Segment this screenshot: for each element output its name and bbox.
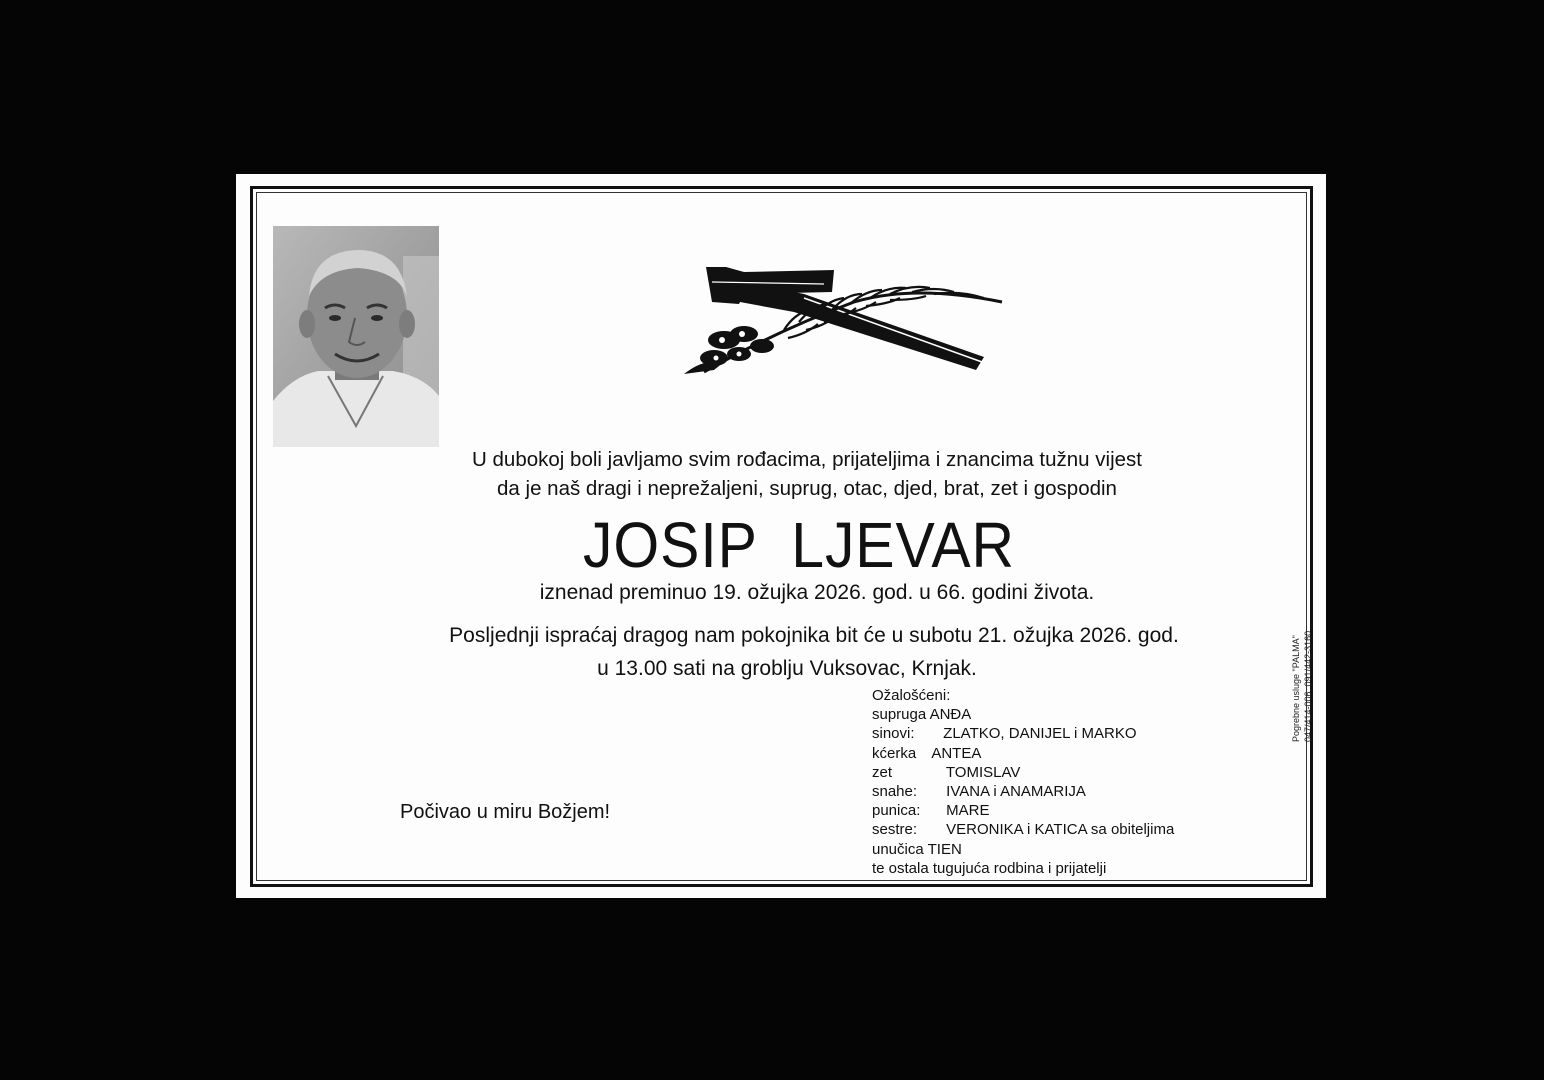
mourner-role: snahe: bbox=[872, 783, 918, 801]
mourner-row bbox=[872, 705, 1174, 724]
deceased-portrait-photo bbox=[273, 226, 439, 447]
mourner-role: supruga bbox=[872, 706, 927, 724]
mourner-role: sestre: bbox=[872, 821, 918, 839]
mourner-role: sinovi: bbox=[872, 725, 915, 743]
mourner-names: ZLATKO, DANIJEL i MARKO bbox=[943, 725, 1137, 743]
mourner-row bbox=[872, 744, 1174, 763]
rest-in-peace-text: Počivao u miru Božjem! bbox=[400, 801, 611, 823]
mourner-row bbox=[872, 820, 1174, 839]
mourner-names: IVANA i ANAMARIJA bbox=[946, 783, 1086, 801]
mourner-row bbox=[872, 840, 1174, 859]
mourner-names: ANĐA bbox=[929, 706, 972, 724]
mourners-closing: te ostala tugujuća rodbina i prijatelji bbox=[872, 859, 1107, 877]
mourner-role: kćerka bbox=[872, 744, 917, 762]
mourners-heading: Ožalošćeni: bbox=[872, 687, 951, 704]
mourner-role: zet bbox=[872, 763, 893, 781]
mourner-role: punica: bbox=[872, 802, 921, 820]
mourner-role: unučica bbox=[872, 840, 924, 858]
obituary-card bbox=[236, 174, 1326, 898]
funeral-service-phones: 047/414-006, 091/442-3160 bbox=[1303, 630, 1313, 742]
mourner-row bbox=[872, 724, 1174, 743]
funeral-info-line-2: u 13.00 sati na groblju Vuksovac, Krnjak. bbox=[597, 657, 977, 680]
mourner-names: TIEN bbox=[927, 840, 962, 858]
funeral-service-imprint bbox=[1290, 631, 1314, 742]
mourner-names: ANTEA bbox=[931, 744, 982, 762]
cross-with-palm-icon bbox=[684, 262, 1004, 382]
announcement-intro-line-2: da je naš dragi i neprežaljeni, suprug, otac, djed, brat, zet i gospodin bbox=[497, 477, 1117, 500]
funeral-service-name: Pogrebne usluge "PALMA" bbox=[1291, 635, 1301, 742]
death-date-line: iznenad preminuo 19. ožujka 2026. god. u 66. godini života. bbox=[539, 581, 1095, 604]
mourner-row bbox=[872, 763, 1174, 782]
mourner-names: VERONIKA i KATICA sa obiteljima bbox=[946, 821, 1175, 839]
deceased-name: JOSIP LJEVAR bbox=[583, 509, 1015, 581]
mourner-names: TOMISLAV bbox=[945, 763, 1021, 781]
mourner-row bbox=[872, 782, 1174, 801]
announcement-intro-line-1: U dubokoj boli javljamo svim rođacima, prijateljima i znancima tužnu vijest bbox=[472, 448, 1142, 471]
mourners-list bbox=[872, 686, 1174, 878]
mourner-row bbox=[872, 801, 1174, 820]
mourner-names: MARE bbox=[946, 802, 990, 820]
funeral-info-line-1: Posljednji ispraćaj dragog nam pokojnika bit će u subotu 21. ožujka 2026. god. bbox=[449, 624, 1179, 647]
